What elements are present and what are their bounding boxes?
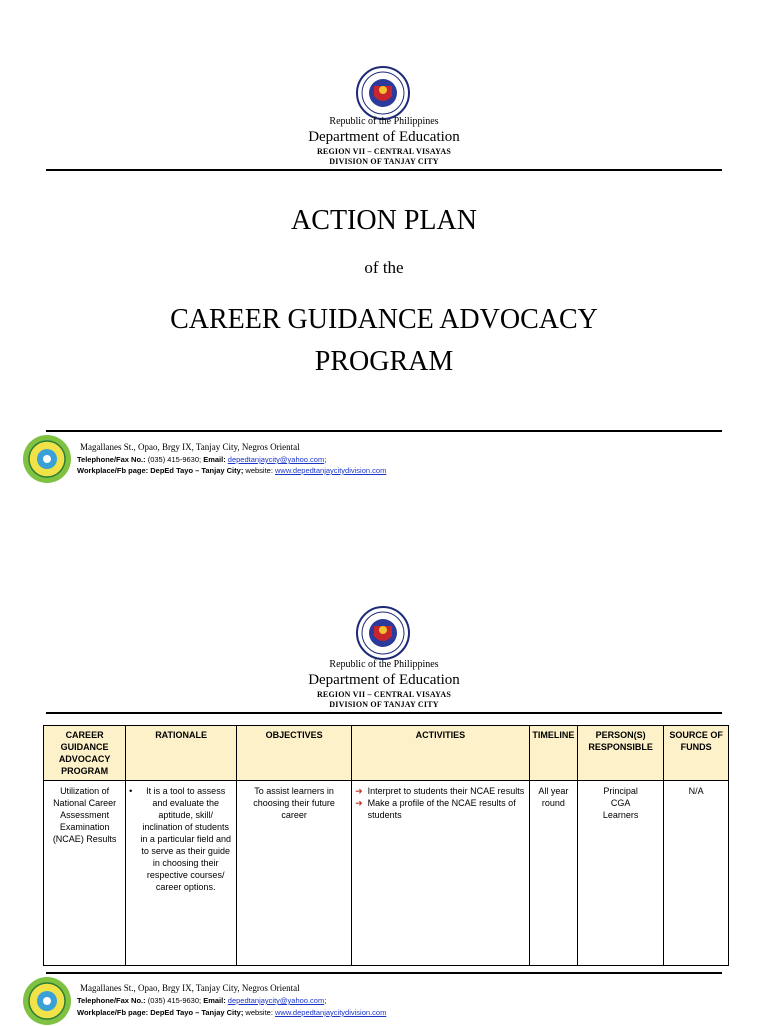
col-header-timeline: TIMELINE <box>529 726 577 781</box>
republic-label: Republic of the Philippines <box>329 116 439 127</box>
col-header-funds: SOURCE OF FUNDS <box>664 726 729 781</box>
col-header-program: CAREER GUIDANCE ADVOCACY PROGRAM <box>44 726 126 781</box>
cell-funds: N/A <box>664 781 729 966</box>
footer-web: Workplace/Fb page: DepEd Tayo – Tanjay City; website: www.depedtanjaycitydivision.com <box>77 466 387 475</box>
division-logo-icon <box>22 434 72 484</box>
col-header-activities: ACTIVITIES <box>352 726 530 781</box>
header-divider <box>46 169 722 171</box>
division-logo-icon-2 <box>22 976 72 1026</box>
department-label-2: Department of Education <box>308 672 460 688</box>
footer-address: Magallanes St., Opao, Brgy IX, Tanjay City, Negros Oriental <box>80 442 300 452</box>
region-label-2: REGION VII – CENTRAL VISAYAS <box>316 690 452 699</box>
col-header-objectives: OBJECTIVES <box>237 726 352 781</box>
rationale-text: It is a tool to assess and evaluate the aptitude, skill/ inclination of students in a particular field and to serve as their guide in choosing their respective courses/ career options. <box>140 786 231 892</box>
person-item: CGA <box>610 798 631 808</box>
region-label: REGION VII – CENTRAL VISAYAS <box>316 147 452 156</box>
table-header-row <box>44 726 729 781</box>
bullet-icon: • <box>129 786 133 796</box>
title-action-plan: ACTION PLAN <box>291 205 477 236</box>
cell-persons <box>578 781 664 966</box>
table-row <box>44 781 729 966</box>
cell-activities <box>352 781 530 966</box>
title-program-line1: CAREER GUIDANCE ADVOCACY <box>170 304 598 335</box>
col-header-persons: PERSON(S) RESPONSIBLE <box>578 726 664 781</box>
title-program-line2: PROGRAM <box>314 346 454 377</box>
website-link-2[interactable]: www.depedtanjaycitydivision.com <box>275 1008 387 1017</box>
col-header-rationale: RATIONALE <box>126 726 237 781</box>
title-of-the: of the <box>364 258 404 277</box>
email-link[interactable]: depedtanjaycity@yahoo.com <box>227 455 325 464</box>
footer-divider-2 <box>46 972 722 974</box>
department-label: Department of Education <box>308 129 460 145</box>
footer-web-2: Workplace/Fb page: DepEd Tayo – Tanjay City; website: www.depedtanjaycitydivision.com <box>77 1008 387 1017</box>
division-label-2: DIVISION OF TANJAY CITY <box>329 700 439 709</box>
cell-rationale <box>126 781 237 966</box>
arrow-bullet-icon: ➜ <box>355 786 363 796</box>
division-label: DIVISION OF TANJAY CITY <box>329 157 439 166</box>
action-plan-table <box>43 725 729 966</box>
activity-item: Interpret to students their NCAE results <box>367 786 525 796</box>
deped-seal-icon-2 <box>356 606 410 660</box>
header-divider-2 <box>46 712 722 714</box>
website-link[interactable]: www.depedtanjaycitydivision.com <box>275 466 387 475</box>
deped-seal-icon <box>356 66 410 120</box>
arrow-bullet-icon: ➜ <box>355 798 363 808</box>
footer-divider <box>46 430 722 432</box>
activity-item: Make a profile of the NCAE results of students <box>367 798 516 820</box>
person-item: Learners <box>602 810 639 820</box>
cell-program: Utilization of National Career Assessment Examination (NCAE) Results <box>44 781 126 966</box>
republic-label-2: Republic of the Philippines <box>329 659 439 670</box>
footer-contact-2: Telephone/Fax No.: (035) 415-9630; Email: depedtanjaycity@yahoo.com; <box>77 996 327 1005</box>
person-item: Principal <box>603 786 638 796</box>
cell-timeline: All year round <box>529 781 577 966</box>
footer-address-2: Magallanes St., Opao, Brgy IX, Tanjay City, Negros Oriental <box>80 983 300 993</box>
email-link-2[interactable]: depedtanjaycity@yahoo.com <box>227 996 325 1005</box>
cell-objectives: To assist learners in choosing their future career <box>237 781 352 966</box>
footer-contact: Telephone/Fax No.: (035) 415-9630; Email: depedtanjaycity@yahoo.com; <box>77 455 327 464</box>
